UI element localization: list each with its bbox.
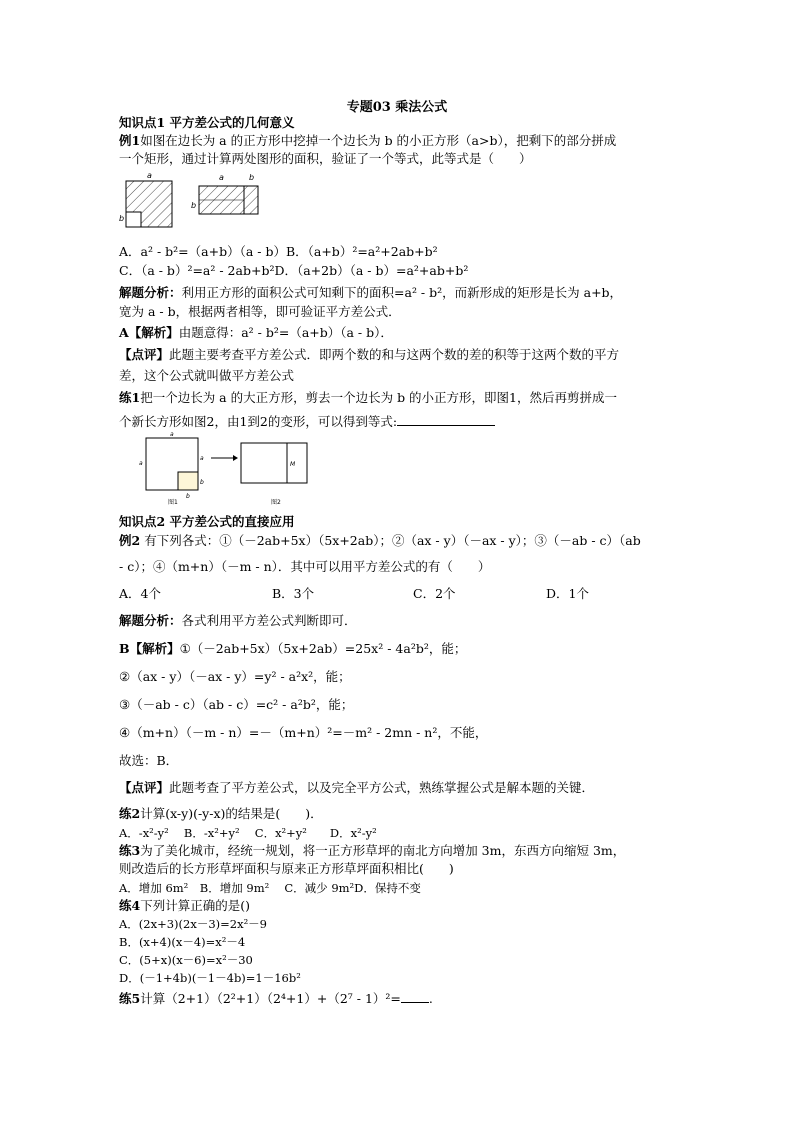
ex1-comment-line1: 【点评】此题主要考查平方差公式．即两个数的和与这两个数的差的积等于这两个数的平方 bbox=[119, 347, 620, 362]
ex2-label: 例2 bbox=[119, 533, 141, 548]
figure-cut-square bbox=[136, 428, 316, 510]
comment-label: 【点评】 bbox=[119, 347, 170, 362]
ex1-line1: 例1如图在边长为 a 的正方形中挖掉一个边长为 b 的小正方形（a>b），把剩下的部分拼成 bbox=[119, 133, 617, 148]
ex2-option-d: D．1个 bbox=[546, 586, 589, 601]
p4-option-c: C．(5+x)(x－6)=x²－30 bbox=[119, 953, 253, 967]
ex1-analysis-line2: 宽为 a - b，根据两者相等，即可验证平方差公式． bbox=[119, 304, 401, 319]
fig-b-label: b bbox=[119, 214, 125, 223]
ex1-options-row1: A．a² - b²=（a+b）（a - b）B．（a+b）²=a²+2ab+b² bbox=[119, 244, 438, 259]
ex2-line1: 例2 有下列各式：①（－2ab+5x）（5x+2ab）；②（ax - y）（－ax - y）；③（－ab - c）（ab bbox=[119, 533, 641, 548]
ex1-comment-line2: 差，这个公式就叫做平方差公式 bbox=[119, 368, 295, 383]
ex1-options-row2: C．（a - b）²=a² - 2ab+b²D．（a+2b）（a - b）=a²+ab+b² bbox=[119, 263, 469, 278]
fig2-b-label: b bbox=[200, 479, 204, 486]
p1-line1: 练1把一个边长为 a 的大正方形，剪去一个边长为 b 的小正方形，即图1，然后再剪拼成一 bbox=[119, 390, 618, 405]
fig-a-label: a bbox=[147, 171, 152, 180]
ex2-answer-s1: B【解析】①（－2ab+5x）（5x+2ab）=25x² - 4a²b²，能； bbox=[119, 641, 467, 656]
svg-text:b: b bbox=[249, 173, 255, 182]
analysis-label: 解题分析： bbox=[119, 285, 182, 300]
svg-text:a: a bbox=[139, 460, 143, 467]
p5-line: 练5计算（2+1）（2²+1）（2⁴+1）+（2⁷ - 1）²= . bbox=[119, 991, 433, 1006]
answer-blank bbox=[397, 413, 495, 426]
p5-answer-blank bbox=[401, 990, 429, 1003]
p3-line2: 则改造后的长方形草坪面积与原来正方形草坪面积相比( ) bbox=[119, 861, 454, 876]
svg-text:a: a bbox=[219, 173, 224, 182]
page-title: 专题03 乘法公式 bbox=[346, 100, 448, 115]
p3-options: A．增加 6m² B．增加 9m² C．减少 9m²D．保持不变 bbox=[119, 881, 421, 895]
fig2-a-label: a bbox=[170, 431, 174, 438]
kp2-heading: 知识点2 平方差公式的直接应用 bbox=[119, 514, 295, 529]
answer-label: A【解析】 bbox=[119, 325, 179, 340]
ex2-answer-s4: ④（m+n）（－m - n）=－（m+n）²=－m² - 2mn - n²，不能， bbox=[119, 725, 488, 740]
fig2-M-label: M bbox=[290, 461, 296, 468]
ex2-answer-s3: ③（－ab - c）（ab - c）=c² - a²b²，能； bbox=[119, 697, 354, 712]
ex2-answer-s2: ②（ax - y）（－ax - y）=y² - a²x²，能； bbox=[119, 669, 351, 684]
p4-option-a: A．(2x+3)(2x－3)=2x²－9 bbox=[119, 917, 267, 931]
svg-text:a: a bbox=[200, 455, 204, 462]
p1-line2: 个新长方形如图2，由1到2的变形，可以得到等式: bbox=[119, 413, 495, 430]
svg-text:b: b bbox=[191, 201, 197, 210]
ex1-label: 例1 bbox=[119, 133, 141, 148]
figure-square-rect bbox=[117, 168, 267, 234]
p4-option-d: D．(－1+4b)(－1－4b)=1－16b² bbox=[119, 971, 301, 985]
ex2-option-b: B．3个 bbox=[272, 586, 315, 601]
ex1-line2: 一个矩形，通过计算两处图形的面积，验证了一个等式，此等式是（ ） bbox=[119, 151, 532, 166]
ex2-line2: - c）；④（m+n）（－m - n）．其中可以用平方差公式的有（ ） bbox=[119, 559, 491, 574]
p4-line: 练4下列计算正确的是() bbox=[119, 898, 250, 913]
fig2-caption1: 图1 bbox=[168, 499, 178, 506]
p1-label: 练1 bbox=[119, 390, 141, 405]
kp1-heading: 知识点1 平方差公式的几何意义 bbox=[119, 115, 295, 130]
ex2-option-a: A．4个 bbox=[119, 586, 161, 601]
svg-text:b: b bbox=[186, 493, 190, 500]
ex2-analysis: 解题分析：各式利用平方差公式判断即可． bbox=[119, 613, 357, 628]
ex1-analysis-line1: 解题分析：利用正方形的面积公式可知剩下的面积=a² - b²，而新形成的矩形是长为 a+b， bbox=[119, 285, 623, 300]
p2-options: A．-x²-y² B．-x²+y² C．x²+y² D．x²-y² bbox=[119, 826, 377, 840]
ex2-option-c: C．2个 bbox=[413, 586, 456, 601]
p4-option-b: B．(x+4)(x－4)=x²－4 bbox=[119, 935, 246, 949]
p2-line: 练2计算(x-y)(-y-x)的结果是( )． bbox=[119, 806, 323, 821]
p3-line1: 练3为了美化城市，经统一规划，将一正方形草坪的南北方向增加 3m，东西方向缩短 3m， bbox=[119, 843, 626, 858]
ex1-answer: A【解析】由题意得：a² - b²=（a+b）（a - b）． bbox=[119, 325, 393, 340]
ex2-comment: 【点评】此题考查了平方差公式，以及完全平方公式，熟练掌握公式是解本题的关键． bbox=[119, 780, 595, 795]
ex2-choose: 故选：B． bbox=[119, 753, 179, 768]
fig2-caption2: 图2 bbox=[271, 499, 281, 506]
